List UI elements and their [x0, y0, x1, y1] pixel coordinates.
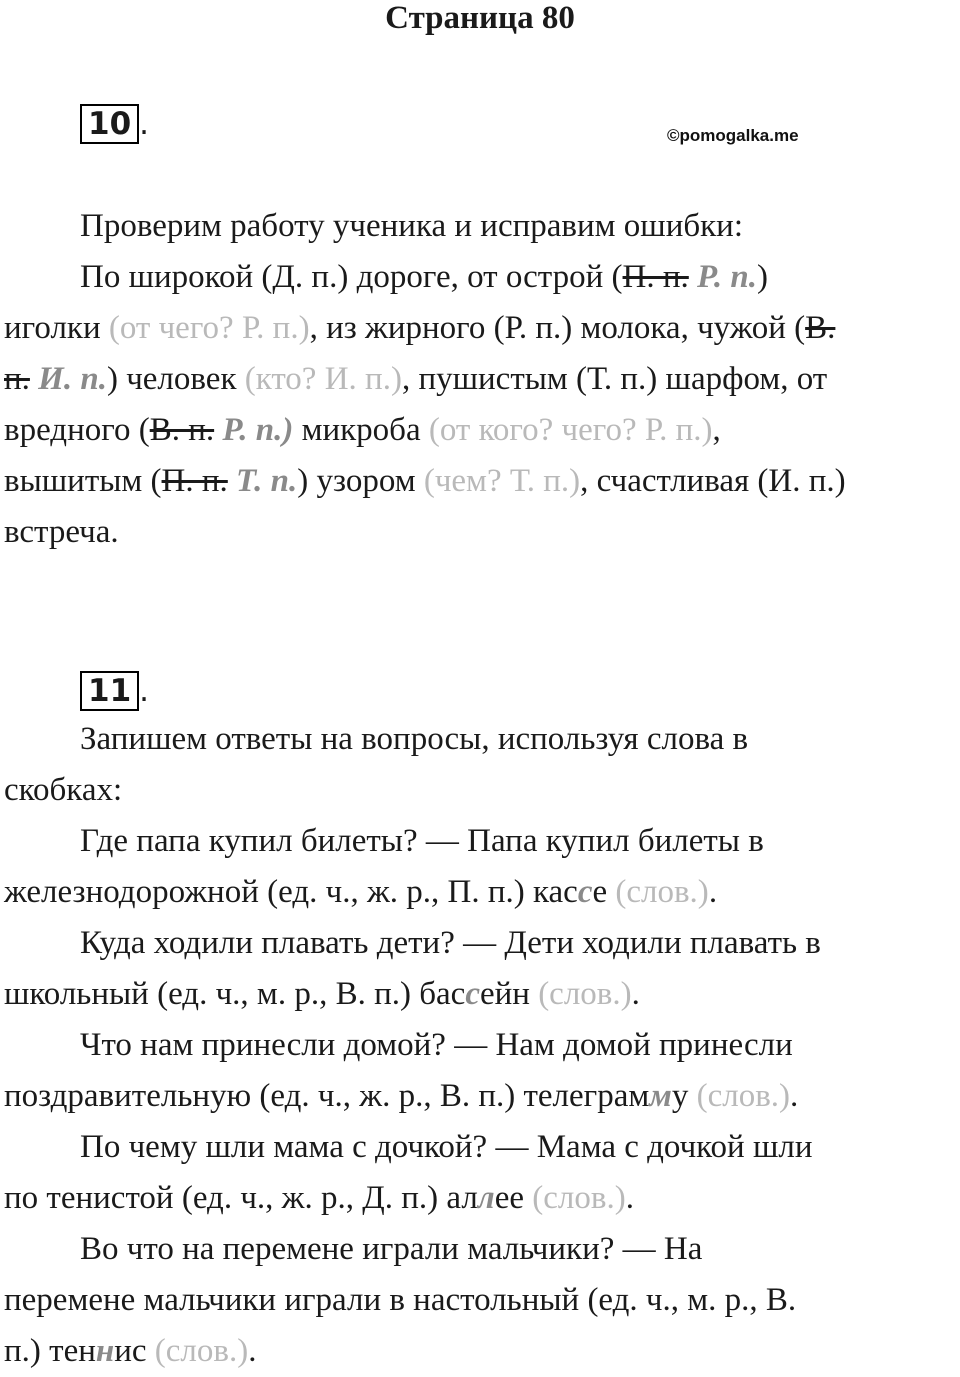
- text-line: [4, 969, 956, 1020]
- text-line: [4, 252, 956, 303]
- page-title: Страница 80: [385, 0, 575, 36]
- text-segment: ) узором: [297, 463, 424, 499]
- text-segment: Где папа купил билеты? — Папа купил билеты в: [80, 823, 764, 859]
- text-segment: п.) тен: [4, 1333, 96, 1369]
- struck-text: П. п.: [622, 259, 689, 295]
- struck-text: В.: [805, 310, 836, 346]
- text-segment: иголки: [4, 310, 109, 346]
- text-segment: Проверим работу ученика и исправим ошибки:: [80, 208, 744, 244]
- watermark: ©pomogalka.me: [667, 126, 799, 145]
- correction-text: с: [577, 874, 593, 910]
- hint-text: (слов.): [696, 1078, 791, 1114]
- text-segment: .: [625, 1180, 634, 1216]
- text-line: [4, 714, 956, 765]
- correction-text: Т. п.: [236, 463, 298, 499]
- text-segment: [228, 463, 236, 499]
- text-segment: встреча.: [4, 514, 119, 550]
- text-segment: у: [671, 1078, 697, 1114]
- text-segment: Что нам принесли домой? — Нам домой принесли: [80, 1027, 793, 1063]
- hint-text: (чем? Т. п.): [423, 463, 581, 499]
- text-line: [4, 201, 956, 252]
- text-segment: ее: [494, 1180, 533, 1216]
- hint-text: (слов.): [532, 1180, 626, 1216]
- text-line: [4, 1071, 956, 1122]
- correction-text: Р. п.: [697, 259, 758, 295]
- text-segment: железнодорожной (ед. ч., ж. р., П. п.) кас: [4, 874, 578, 910]
- text-line: [4, 918, 956, 969]
- text-segment: скобках:: [4, 772, 123, 808]
- text-line: [4, 816, 956, 867]
- text-segment: .: [790, 1078, 799, 1114]
- text-segment: ): [757, 259, 769, 295]
- text-line: [4, 303, 956, 354]
- text-segment: школьный (ед. ч., м. р., В. п.) бас: [4, 976, 466, 1012]
- text-line: [4, 765, 956, 816]
- correction-text: И. п.: [38, 361, 107, 397]
- text-segment: По широкой (Д. п.) дороге, от острой (: [80, 259, 623, 295]
- text-segment: вышитым (: [4, 463, 162, 499]
- text-segment: ,: [712, 412, 721, 448]
- text-line: [4, 1173, 956, 1224]
- exercise-10-text: [4, 201, 956, 558]
- text-line: [4, 1275, 956, 1326]
- text-segment: вредного (: [4, 412, 150, 448]
- text-segment: ейн: [479, 976, 539, 1012]
- hint-text: (кто? И. п.): [244, 361, 402, 397]
- correction-text: н: [95, 1333, 115, 1369]
- hint-text: (от кого? чего? Р. п.): [428, 412, 713, 448]
- hint-text: (от чего? Р. п.): [108, 310, 310, 346]
- text-segment: .: [631, 976, 640, 1012]
- exercise-10-number-box: 10: [80, 104, 139, 144]
- text-line: [4, 1224, 956, 1275]
- hint-text: (слов.): [538, 976, 632, 1012]
- exercise-11-text: [4, 714, 956, 1377]
- struck-text: п.: [4, 361, 30, 397]
- text-segment: микроба: [293, 412, 429, 448]
- text-line: [4, 867, 956, 918]
- text-segment: , счастливая (И. п.): [580, 463, 846, 499]
- text-line: [4, 1020, 956, 1071]
- text-segment: .: [708, 874, 718, 910]
- text-line: [4, 354, 956, 405]
- text-segment: , пушистым (Т. п.) шарфом, от: [401, 361, 828, 397]
- text-line: [4, 507, 956, 558]
- text-segment: [30, 361, 38, 397]
- text-segment: По чему шли мама с дочкой? — Мама с дочкой шли: [80, 1129, 813, 1165]
- text-segment: Во что на перемене играли мальчики? — На: [80, 1231, 703, 1267]
- correction-text: с: [465, 976, 480, 1012]
- text-segment: , из жирного (Р. п.) молока, чужой (: [309, 310, 806, 346]
- exercise-10-number: 10 .: [80, 104, 149, 144]
- text-line: [4, 1326, 956, 1377]
- text-segment: Куда ходили плавать дети? — Дети ходили плавать в: [80, 925, 821, 961]
- text-segment: Запишем ответы на вопросы, используя слова в: [80, 721, 749, 757]
- text-segment: е: [592, 874, 616, 910]
- text-segment: поздравительную (ед. ч., ж. р., В. п.) телеграм: [4, 1078, 650, 1114]
- struck-text: П. п.: [161, 463, 228, 499]
- text-line: [4, 1122, 956, 1173]
- correction-text: Р. п.): [222, 412, 294, 448]
- text-segment: [689, 259, 697, 295]
- exercise-11-number-box: 11: [80, 671, 139, 711]
- text-segment: ) человек: [106, 361, 245, 397]
- text-segment: по тенистой (ед. ч., ж. р., Д. п.) ал: [4, 1180, 478, 1216]
- struck-text: В. п.: [149, 412, 215, 448]
- text-segment: перемене мальчики играли в настольный (ед. ч., м. р., В.: [4, 1282, 797, 1318]
- text-segment: .: [248, 1333, 257, 1369]
- hint-text: (слов.): [615, 874, 709, 910]
- text-line: [4, 456, 956, 507]
- text-line: [4, 405, 956, 456]
- hint-text: (слов.): [154, 1333, 249, 1369]
- correction-text: м: [649, 1078, 672, 1114]
- exercise-11-number: 11 .: [80, 671, 149, 711]
- text-segment: ис: [114, 1333, 155, 1369]
- correction-text: л: [477, 1180, 495, 1216]
